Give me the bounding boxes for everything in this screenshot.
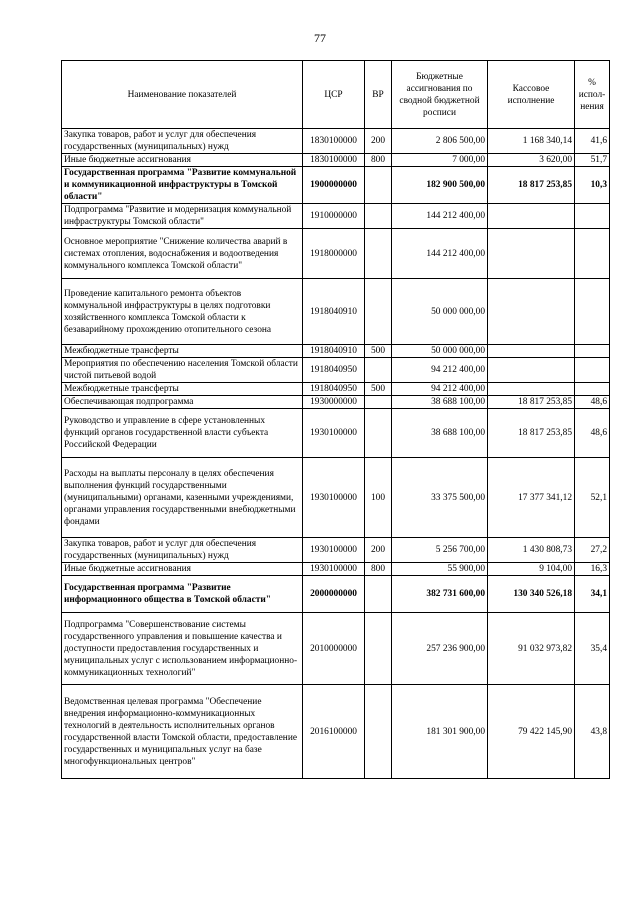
table-row [62,358,610,383]
row-vr-cell: 200 [365,129,392,154]
row-csr-cell: 1900000000 [303,167,365,204]
row-cash-cell: 1 168 340,14 [488,129,575,154]
row-name-cell: Обеспечивающая подпрограмма [62,396,303,409]
table-row [62,396,610,409]
header-row [62,61,610,129]
row-cash-cell [488,358,575,383]
row-budget-cell: 50 000 000,00 [392,279,488,345]
row-cash-cell: 1 430 808,73 [488,538,575,563]
row-budget-cell: 94 212 400,00 [392,358,488,383]
row-percent-cell: 35,4 [575,613,610,685]
row-budget-cell: 5 256 700,00 [392,538,488,563]
table-row [62,229,610,279]
row-cash-cell: 91 032 973,82 [488,613,575,685]
table-row [62,576,610,613]
table-row [62,538,610,563]
row-budget-cell: 50 000 000,00 [392,345,488,358]
row-percent-cell: 48,6 [575,396,610,409]
row-vr-cell [365,358,392,383]
budget-execution-table [61,60,610,779]
table-row [62,458,610,538]
row-csr-cell: 1918040950 [303,383,365,396]
row-name-cell: Государственная программа "Развитие информационного общества в Томской области" [62,576,303,613]
row-budget-cell: 38 688 100,00 [392,396,488,409]
row-name-cell: Иные бюджетные ассигнования [62,563,303,576]
row-vr-cell: 200 [365,538,392,563]
row-name-cell: Закупка товаров, работ и услуг для обеспечения государственных (муниципальных) нужд [62,538,303,563]
row-cash-cell: 3 620,00 [488,154,575,167]
row-csr-cell: 1930100000 [303,538,365,563]
table-row [62,204,610,229]
row-name-cell: Государственная программа "Развитие коммунальной и коммуникационной инфраструктуры в Томской области" [62,167,303,204]
row-budget-cell: 144 212 400,00 [392,204,488,229]
row-csr-cell: 1930000000 [303,396,365,409]
row-budget-cell: 33 375 500,00 [392,458,488,538]
row-cash-cell: 18 817 253,85 [488,167,575,204]
row-csr-cell: 1910000000 [303,204,365,229]
row-name-cell: Руководство и управление в сфере установленных функций органов государственной власти субъекта Российской Федерации [62,409,303,458]
row-vr-cell [365,279,392,345]
row-vr-cell [365,409,392,458]
row-name-cell: Закупка товаров, работ и услуг для обеспечения государственных (муниципальных) нужд [62,129,303,154]
row-name-cell: Межбюджетные трансферты [62,383,303,396]
table-row [62,154,610,167]
column-header-vr: ВР [365,61,392,129]
row-percent-cell: 51,7 [575,154,610,167]
row-name-cell: Мероприятия по обеспечению населения Томской области чистой питьевой водой [62,358,303,383]
row-csr-cell: 1918000000 [303,229,365,279]
row-name-cell: Подпрограмма "Совершенствование системы государственного управления и повышение качества и доступности предоставления государственных и муниципальных услуг с использованием информационно-коммуникационных технологий" [62,613,303,685]
row-csr-cell: 1918040950 [303,358,365,383]
row-csr-cell: 1918040910 [303,345,365,358]
row-budget-cell: 382 731 600,00 [392,576,488,613]
row-budget-cell: 181 301 900,00 [392,685,488,779]
row-vr-cell: 500 [365,383,392,396]
table-row [62,409,610,458]
row-percent-cell: 52,1 [575,458,610,538]
row-vr-cell: 800 [365,563,392,576]
row-cash-cell: 130 340 526,18 [488,576,575,613]
row-budget-cell: 257 236 900,00 [392,613,488,685]
row-cash-cell [488,279,575,345]
row-cash-cell [488,383,575,396]
row-cash-cell [488,345,575,358]
row-csr-cell: 1930100000 [303,409,365,458]
row-percent-cell: 41,6 [575,129,610,154]
row-vr-cell [365,396,392,409]
row-name-cell: Ведомственная целевая программа "Обеспечение внедрения информационно-коммуникационных технологий в деятельность исполнительных органов государственной власти Томской области, предоставление государственных и муниципальных услуг на базе многофункциональных центров" [62,685,303,779]
row-percent-cell [575,204,610,229]
table-row [62,345,610,358]
row-percent-cell: 43,8 [575,685,610,779]
column-header-name: Наименование показателей [62,61,303,129]
row-csr-cell: 1830100000 [303,154,365,167]
row-csr-cell: 2016100000 [303,685,365,779]
row-name-cell: Основное мероприятие "Снижение количества аварий в системах отопления, водоснабжения и водоотведения коммунального комплекса Томской области" [62,229,303,279]
table-row [62,685,610,779]
row-percent-cell [575,383,610,396]
column-header-csr: ЦСР [303,61,365,129]
table-row [62,167,610,204]
row-budget-cell: 144 212 400,00 [392,229,488,279]
row-percent-cell: 34,1 [575,576,610,613]
table-row [62,613,610,685]
row-vr-cell: 500 [365,345,392,358]
row-name-cell: Межбюджетные трансферты [62,345,303,358]
row-budget-cell: 38 688 100,00 [392,409,488,458]
row-vr-cell: 800 [365,154,392,167]
row-percent-cell: 10,3 [575,167,610,204]
row-vr-cell [365,576,392,613]
row-percent-cell: 27,2 [575,538,610,563]
row-name-cell: Проведение капитального ремонта объектов коммунальной инфраструктуры в целях подготовки хозяйственного комплекса Томской области к безаварийному прохождению отопительного сезона [62,279,303,345]
row-cash-cell: 79 422 145,90 [488,685,575,779]
row-vr-cell [365,685,392,779]
row-percent-cell: 16,3 [575,563,610,576]
row-percent-cell [575,345,610,358]
column-header-percent: % испол-нения [575,61,610,129]
row-cash-cell: 17 377 341,12 [488,458,575,538]
row-csr-cell: 2000000000 [303,576,365,613]
row-budget-cell: 182 900 500,00 [392,167,488,204]
row-vr-cell [365,204,392,229]
table-row [62,383,610,396]
row-vr-cell [365,613,392,685]
row-percent-cell [575,229,610,279]
row-name-cell: Расходы на выплаты персоналу в целях обеспечения выполнения функций государственными (муниципальными) органами, казенными учреждениями, органами управления государственными внебюджетными фондами [62,458,303,538]
page-number: 77 [314,31,326,45]
table-row [62,279,610,345]
row-percent-cell [575,358,610,383]
row-budget-cell: 2 806 500,00 [392,129,488,154]
row-csr-cell: 1930100000 [303,563,365,576]
row-cash-cell [488,229,575,279]
row-csr-cell: 2010000000 [303,613,365,685]
row-name-cell: Иные бюджетные ассигнования [62,154,303,167]
row-csr-cell: 1830100000 [303,129,365,154]
row-vr-cell: 100 [365,458,392,538]
column-header-budget: Бюджетные ассигнования по сводной бюджетной росписи [392,61,488,129]
row-budget-cell: 94 212 400,00 [392,383,488,396]
row-cash-cell: 9 104,00 [488,563,575,576]
row-cash-cell: 18 817 253,85 [488,396,575,409]
row-budget-cell: 7 000,00 [392,154,488,167]
row-percent-cell [575,279,610,345]
row-name-cell: Подпрограмма "Развитие и модернизация коммунальной инфраструктуры Томской области" [62,204,303,229]
row-percent-cell: 48,6 [575,409,610,458]
row-cash-cell [488,204,575,229]
row-csr-cell: 1930100000 [303,458,365,538]
row-csr-cell: 1918040910 [303,279,365,345]
table-row [62,129,610,154]
column-header-cash: Кассовое исполнение [488,61,575,129]
row-vr-cell [365,167,392,204]
table-row [62,563,610,576]
table-body [62,129,610,779]
row-budget-cell: 55 900,00 [392,563,488,576]
row-cash-cell: 18 817 253,85 [488,409,575,458]
row-vr-cell [365,229,392,279]
